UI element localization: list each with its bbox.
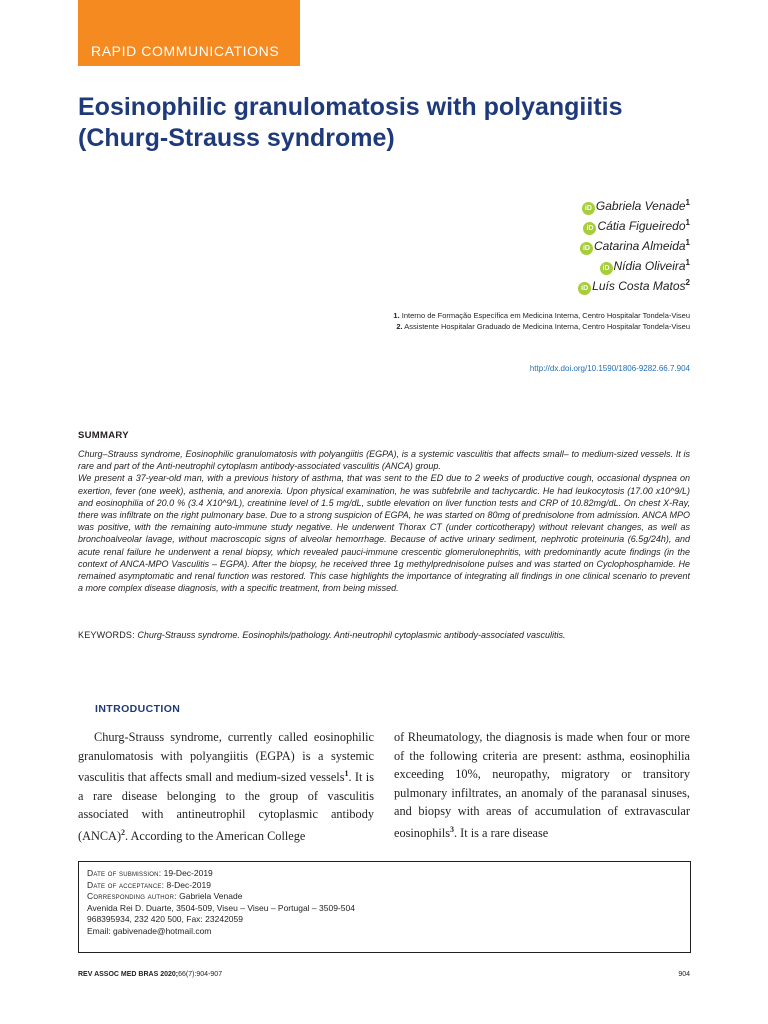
introduction-heading: INTRODUCTION [95, 703, 181, 715]
keywords [78, 630, 690, 640]
acceptance-value: 8-Dec-2019 [166, 879, 211, 890]
corresponding-author [87, 891, 682, 903]
orcid-icon[interactable]: iD [580, 242, 593, 255]
reference-mark[interactable]: 1 [344, 769, 349, 779]
address: Avenida Rei D. Duarte, 3504-509, Viseu – Viseu – Portugal – 3509-504 [87, 902, 355, 913]
body-text: . It is a rare disease [454, 826, 549, 841]
body-text: of Rheumatology, the diagnosis is made when four or more of the following criteria are present: asthma, eosinophilia exceeding 10%, neuropathy, migratory or transitory pulmonary infiltrates, an anomaly of the paranasal sinuses, and biopsy with areas of accumulation of extravascular eosinophils [394, 730, 690, 841]
submission-value: 19-Dec-2019 [163, 868, 213, 878]
orcid-icon[interactable]: iD [583, 222, 596, 235]
submission-label: Date of submission: [87, 868, 162, 878]
body-text: . It is a rare disease belonging to the group of vasculitis associated with antineutrophil cytoplasmic antibody (ANCA) [78, 770, 374, 844]
body-column-left [78, 728, 374, 846]
author-item[interactable] [578, 235, 690, 255]
author-affiliation-mark: 1 [685, 218, 690, 227]
body-text: . According to the American College [125, 829, 306, 844]
affiliation-number: 1. [393, 311, 400, 320]
journal-name: REV ASSOC MED BRAS 2020; [78, 971, 179, 978]
author-affiliation-mark: 1 [685, 258, 690, 267]
submission-date [87, 868, 682, 880]
summary-paragraph: Churg–Strauss syndrome, Eosinophilic granulomatosis with polyangiitis (EGPA), is a systemic vasculitis that affects small– to medium-sized vessels. It is rare and part of the Anti-neutrophil cytoplasm antibody-associated vasculitis (ANCA) group. [78, 449, 690, 472]
correspondence-box [78, 861, 691, 953]
acceptance-date [87, 880, 682, 892]
reference-mark[interactable]: 2 [121, 828, 126, 838]
affiliation-item [393, 321, 690, 332]
affiliations [393, 310, 690, 332]
summary-body [78, 448, 690, 594]
affiliation-item [393, 310, 690, 321]
section-label: RAPID COMMUNICATIONS [91, 43, 280, 59]
journal-citation: 66(7):904-907 [178, 971, 223, 978]
author-item[interactable] [578, 255, 690, 275]
acceptance-label: Date of acceptance: [87, 879, 165, 890]
summary-paragraph: We present a 37-year-old man, with a previous history of asthma, that was sent to the ED due to 2 weeks of productive cough, occasional dyspnea on exertion, fever (one week), asthenia, and anorexia. Upon physical examination, he was subfebrile and tachycardic. He had leukocytosis (17.00 x10^9/L) and eosinophilia of 20.0 % (3.4 X10^9/L), creatinine level of 1.5 mg/dL, subtle elevation on liver function tests and CRP of 10.82mg/dL. On chest X-Ray, there was infiltrate on the right pulmonary base. Due to a strong suspicion of EGPA, he was started on 80mg of prednisolone from admission. ANCA MPO was positive, with the remaining auto-immune study negative. He underwent Thorax CT (under corticotherapy) without relevant changes, as well as bronchoalveolar lavage, without macroscopic signs of alveolar hemorrhage. Because of active urinary sediment, nephrotic proteinuria (6.5g/24h), and acute renal failure he underwent a renal biopsy, which revealed pauci-immune crescentic glomerulonephritis, with predominantly acute findings (in the context of ANCA-MPO Vasculitis – EGPA). After the biopsy, he received three 1g methylprednisolone pulses and was started on Cyclophosphamide. He remained asymptomatic and renal function was restored. This case highlights the importance of integrating all findings in one clinical scenario to prevent a more complex disease diagnosis, with a specific treatment, from being missed. [78, 473, 690, 594]
body-text: Churg-Strauss syndrome, currently called eosinophilic granulomatosis with polyangiitis (EGPA) is a systemic vasculitis that affects small and medium-sized vessels [78, 730, 374, 785]
summary-heading: SUMMARY [78, 430, 129, 441]
section-banner [78, 0, 300, 66]
keywords-text: Churg-Strauss syndrome. Eosinophils/pathology. Anti-neutrophil cytoplasmic antibody-associated vasculitis. [137, 630, 566, 640]
author-name: Cátia Figueiredo [597, 219, 686, 233]
corresponding-author-name: Gabriela Venade [179, 891, 243, 901]
affiliation-text: Interno de Formação Específica em Medicina Interna, Centro Hospitalar Tondela-Viseu [401, 311, 690, 320]
author-item[interactable] [578, 195, 690, 215]
corresponding-author-label: Corresponding author: [87, 891, 177, 901]
article-title: Eosinophilic granulomatosis with polyangiitis (Churg-Strauss syndrome) [78, 93, 623, 152]
doi-link[interactable]: http://dx.doi.org/10.1590/1806-9282.66.7.904 [529, 364, 690, 373]
reference-mark[interactable]: 3 [450, 824, 455, 834]
affiliation-text: Assistente Hospitalar Graduado de Medicina Interna, Centro Hospitalar Tondela-Viseu [404, 322, 690, 331]
author-name: Catarina Almeida [593, 239, 686, 253]
author-affiliation-mark: 1 [685, 198, 690, 207]
page-number: 904 [678, 971, 690, 978]
orcid-icon[interactable]: iD [600, 262, 613, 275]
author-item[interactable] [578, 215, 690, 235]
email[interactable]: Email: gabivenade@hotmail.com [87, 925, 212, 936]
author-affiliation-mark: 2 [685, 278, 690, 287]
page-footer [78, 971, 690, 978]
phone-numbers: 968395934, 232 420 500, Fax: 23242059 [87, 914, 243, 924]
author-name: Luís Costa Matos [592, 279, 686, 293]
affiliation-number: 2. [396, 322, 403, 331]
author-list [578, 195, 690, 295]
author-affiliation-mark: 1 [685, 238, 690, 247]
author-name: Nídia Oliveira [613, 259, 686, 273]
orcid-icon[interactable]: iD [582, 202, 595, 215]
author-item[interactable] [578, 275, 690, 295]
body-column-right [394, 728, 690, 843]
keywords-label: KEYWORDS: [78, 630, 135, 640]
author-name: Gabriela Venade [595, 199, 686, 213]
orcid-icon[interactable]: iD [578, 282, 591, 295]
